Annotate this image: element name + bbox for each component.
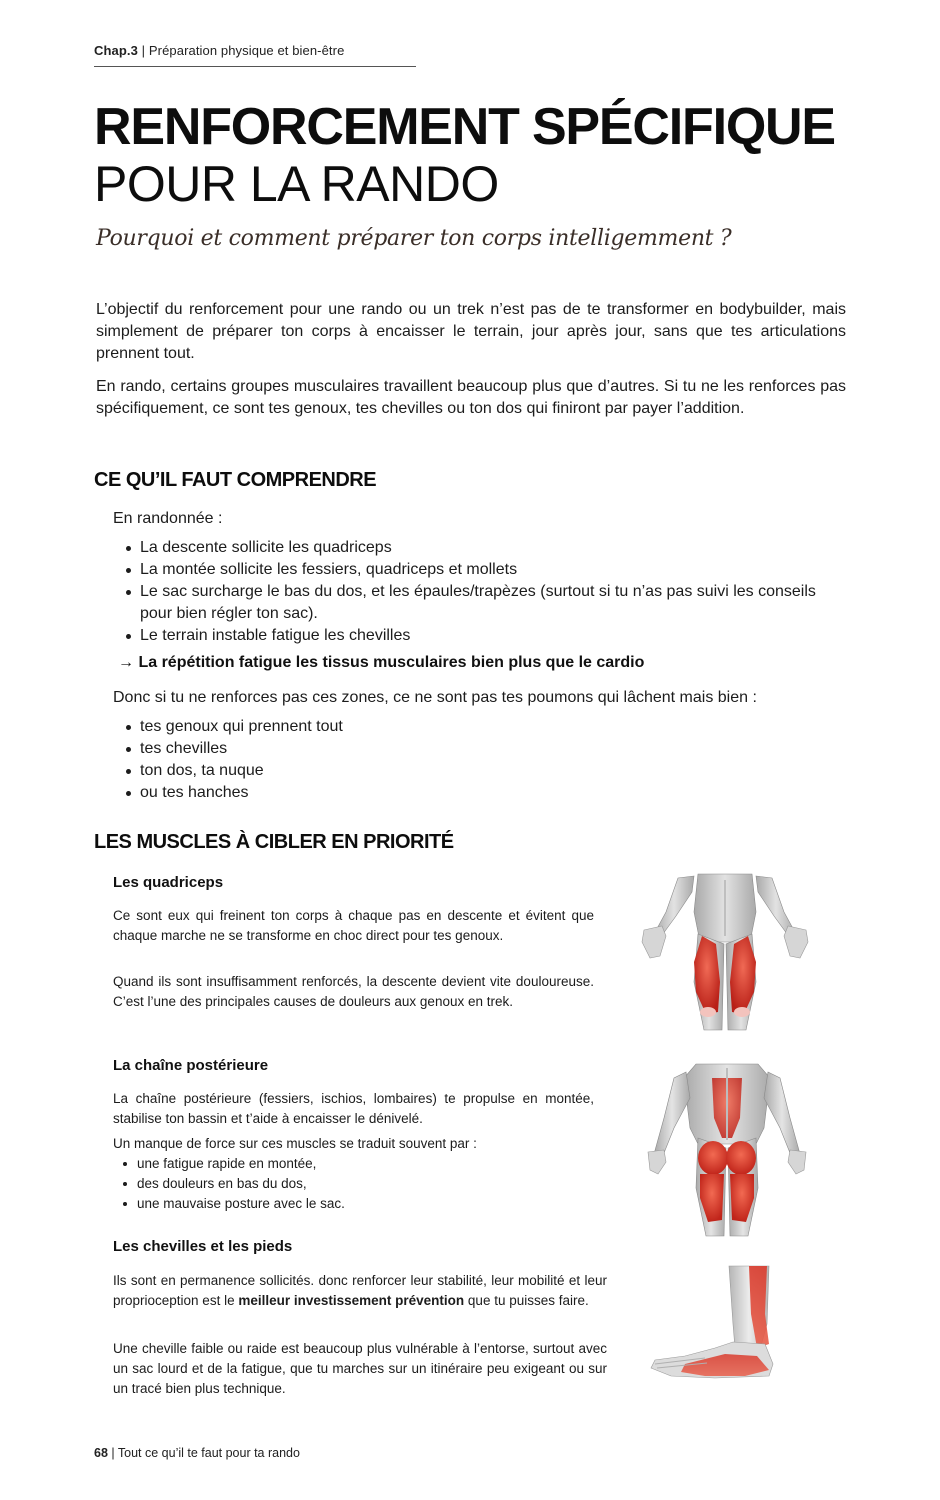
page-title-line2: POUR LA RANDO [94,156,499,212]
page-number: 68 [94,1446,108,1460]
bullet-icon [126,546,131,551]
intro-paragraph-2: En rando, certains groupes musculaires travaillent beaucoup plus que d’autres. Si tu ne les renforces pas spécifiquement, ce sont tes genoux, tes chevilles ou ton dos qui finiront par payer l’addition. [96,378,846,417]
ankles-text-bold: meilleur investissement prévention [238,1293,465,1308]
bullet-icon [126,769,131,774]
ankle-foot-anatomy-illustration [645,1264,780,1388]
list-item [120,1154,345,1174]
footer-separator: | [111,1446,115,1460]
chapter-section: Préparation physique et bien-être [148,43,345,58]
ankles-text-a: Ils sont en permanence sollicités. donc renforcer leur stabilité, leur mobilité et leur proprioception est le [113,1273,607,1308]
left-arm-shape [654,1072,690,1158]
quadriceps-anatomy-illustration [636,872,814,1032]
bullet-icon [126,634,131,639]
ankles-text-b: que tu puisses faire. [464,1293,589,1308]
effects-list [122,537,846,647]
section-heading-muscles: LES MUSCLES À CIBLER EN PRIORITÉ [94,831,454,853]
bullet-icon [126,791,131,796]
bullet-icon [126,590,131,595]
bullet-icon [126,725,131,730]
key-conclusion-text: La répétition fatigue les tissus musculaires bien plus que le cardio [138,654,645,671]
list-item-text: ou tes hanches [140,784,249,801]
list-item [122,760,846,782]
posterior-symptoms-list [120,1154,345,1214]
right-arm-shape [764,1072,800,1158]
list-item [122,625,846,647]
list-item-text: La descente sollicite les quadriceps [140,539,392,556]
bullet-icon [126,568,131,573]
intro-paragraph-1: L’objectif du renforcement pour une rando ou un trek n’est pas de te transformer en bodybuilder, mais simplement de préparer ton corps à encaisser le terrain, jour après jour, sans que tes articulations prennent tout. [96,301,846,362]
right-hand-shape [788,1150,806,1174]
page-footer [94,1446,300,1460]
section-lead: En randonnée : [113,510,223,527]
arrow-right-icon: → [118,654,134,671]
list-item-text: ton dos, ta nuque [140,762,264,779]
list-item [122,537,846,559]
quadriceps-paragraph-2: Quand ils sont insuffisamment renforcés, la descente devient vite douloureuse. C’est l’une des principales causes de douleurs aux genoux en trek. [113,974,594,1009]
subheading-posterior-chain: La chaîne postérieure [113,1057,269,1074]
weak-points-list [122,716,846,804]
right-hand-shape [784,926,808,958]
subheading-ankles-feet: Les chevilles et les pieds [113,1238,293,1255]
left-hand-shape [648,1150,666,1174]
ankles-paragraph-2: Une cheville faible ou raide est beaucoup plus vulnérable à l’entorse, surtout avec un sac lourd et de la fatigue, que tu marches sur un itinéraire peu exigeant ou sur un tracé bien plus technique. [113,1341,607,1396]
list-item-text: Le terrain instable fatigue les chevilles [140,627,411,644]
posterior-paragraph-1: La chaîne postérieure (fessiers, ischios, lombaires) te propulse en montée, stabilise ton bassin et t’aide à encaisser le dénivelé. [113,1091,594,1126]
list-item-text: une mauvaise posture avec le sac. [137,1196,345,1211]
bullet-icon [123,1182,127,1186]
right-glute-muscle [726,1141,756,1175]
left-glute-muscle [698,1141,728,1175]
ankles-paragraph-1 [113,1271,607,1311]
page-subtitle: Pourquoi et comment préparer ton corps intelligemment ? [96,226,732,251]
list-item [120,1194,345,1214]
list-item-text: tes chevilles [140,740,228,757]
list-item [122,738,846,760]
posterior-paragraph-2: Un manque de force sur ces muscles se traduit souvent par : [113,1136,477,1151]
book-title: Tout ce qu’il te faut pour ta rando [117,1446,300,1460]
bullet-icon [123,1162,127,1166]
quadriceps-paragraph-1: Ce sont eux qui freinent ton corps à chaque pas en descente et évitent que chaque marche ne se transforme en choc direct pour tes genoux. [113,908,594,943]
list-item [122,581,846,625]
list-item-text: des douleurs en bas du dos, [137,1176,307,1191]
list-item-text: La montée sollicite les fessiers, quadriceps et mollets [140,561,518,578]
chapter-number: Chap.3 [94,43,138,58]
chapter-header [94,43,344,58]
list-item [122,559,846,581]
list-item-text: tes genoux qui prennent tout [140,718,343,735]
subheading-quadriceps: Les quadriceps [113,874,224,891]
list-item [122,716,846,738]
list-item-text: une fatigue rapide en montée, [137,1156,317,1171]
section-lead-2: Donc si tu ne renforces pas ces zones, ce ne sont pas tes poumons qui lâchent mais bien : [113,689,757,706]
section-heading-understand: CE QU’IL FAUT COMPRENDRE [94,469,377,491]
bullet-icon [126,747,131,752]
list-item [122,782,846,804]
left-hand-shape [642,926,666,958]
list-item [120,1174,345,1194]
posterior-chain-anatomy-illustration [646,1058,808,1238]
list-item-text: Le sac surcharge le bas du dos, et les épaules/trapèzes (surtout si tu n’as pas suivi les conseils pour bien régler ton sac). [140,583,816,622]
key-conclusion [118,654,644,672]
header-rule [94,66,416,67]
header-separator: | [141,43,146,58]
page-title-line1: RENFORCEMENT SPÉCIFIQUE [94,98,835,156]
bullet-icon [123,1202,127,1206]
